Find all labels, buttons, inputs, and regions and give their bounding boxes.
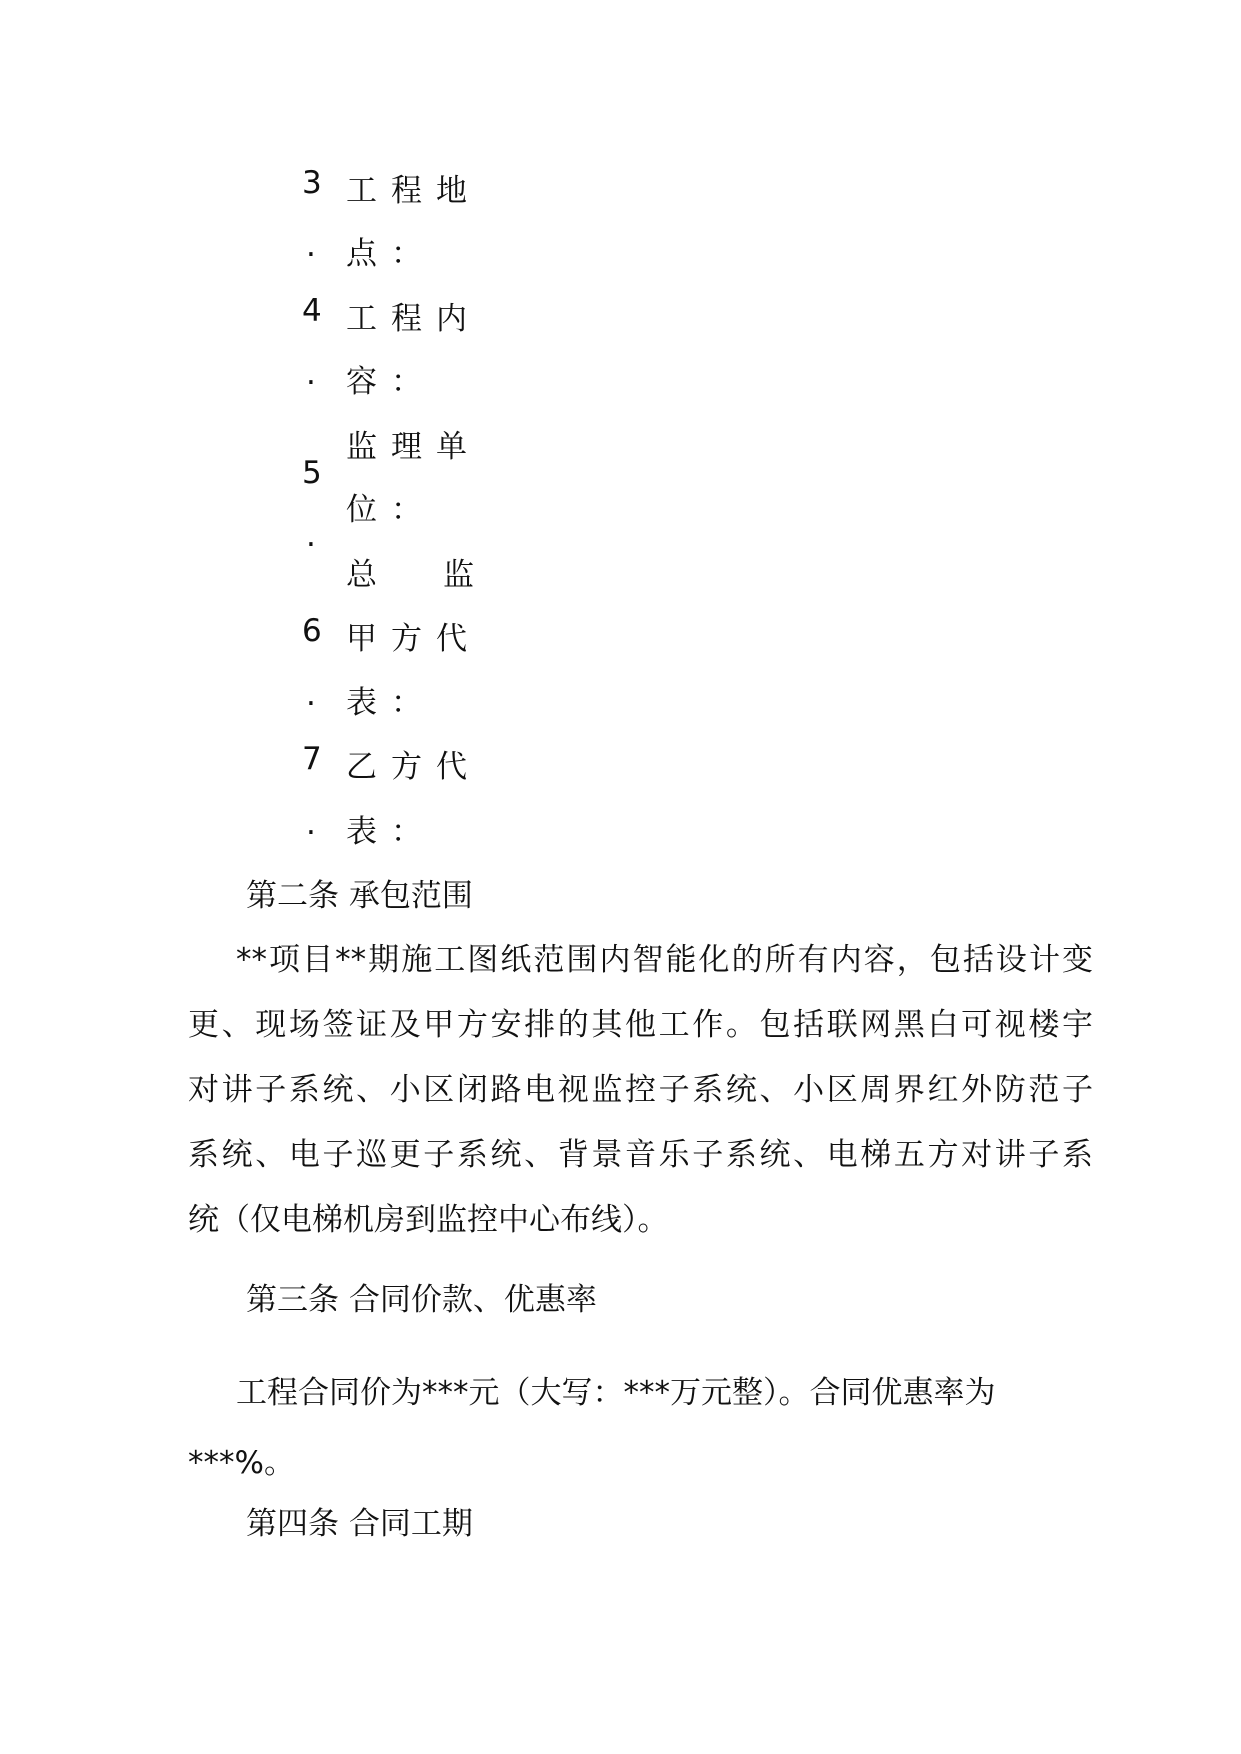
item-number: 6 [302,613,322,649]
section-2-body [188,928,1093,1253]
paragraph-line: 工程合同价为***元（大写：***万元整）。合同优惠率为 [236,1375,996,1411]
item-number: 5 [302,455,322,491]
item-number: 4 [302,293,322,329]
item-label-cont: 表： [346,814,436,850]
item-dot: . [306,356,316,392]
item-label: 工程内 [346,301,481,337]
paragraph-line: 统（仅电梯机房到监控中心布线）。 [188,1202,669,1238]
item-dot: . [306,806,316,842]
item-label: 工程地 [346,173,481,209]
section-4-heading: 第四条 合同工期 [246,1506,473,1542]
item-dot: . [306,228,316,264]
paragraph-line: **项目**期施工图纸范围内智能化的所有内容，包括设计变 [236,942,1093,978]
item-number: 3 [302,165,322,201]
item-label-cont: 位： [346,492,436,528]
item-sub-left: 总 [346,557,391,593]
paragraph-line: 更、现场签证及甲方安排的其他工作。包括联网黑白可视楼宇 [188,1007,1093,1043]
section-2-heading: 第二条 承包范围 [246,878,473,914]
item-dot: . [306,518,316,554]
item-number: 7 [302,741,322,777]
item-label-cont: 点： [346,236,436,272]
paragraph-line: ***%。 [188,1445,295,1481]
item-label-cont: 容： [346,364,436,400]
item-label-cont: 表： [346,685,436,721]
paragraph-line: 对讲子系统、小区闭路电视监控子系统、小区周界红外防范子 [188,1072,1093,1108]
item-label: 乙方代 [346,749,481,785]
paragraph-line: 系统、电子巡更子系统、背景音乐子系统、电梯五方对讲子系 [188,1137,1093,1173]
section-3-heading: 第三条 合同价款、优惠率 [246,1282,597,1318]
item-label: 甲方代 [346,621,481,657]
section-3-body [188,1358,1093,1498]
item-dot: . [306,677,316,713]
item-sub-right: 监 [443,557,488,593]
item-label: 监理单 [346,429,481,465]
